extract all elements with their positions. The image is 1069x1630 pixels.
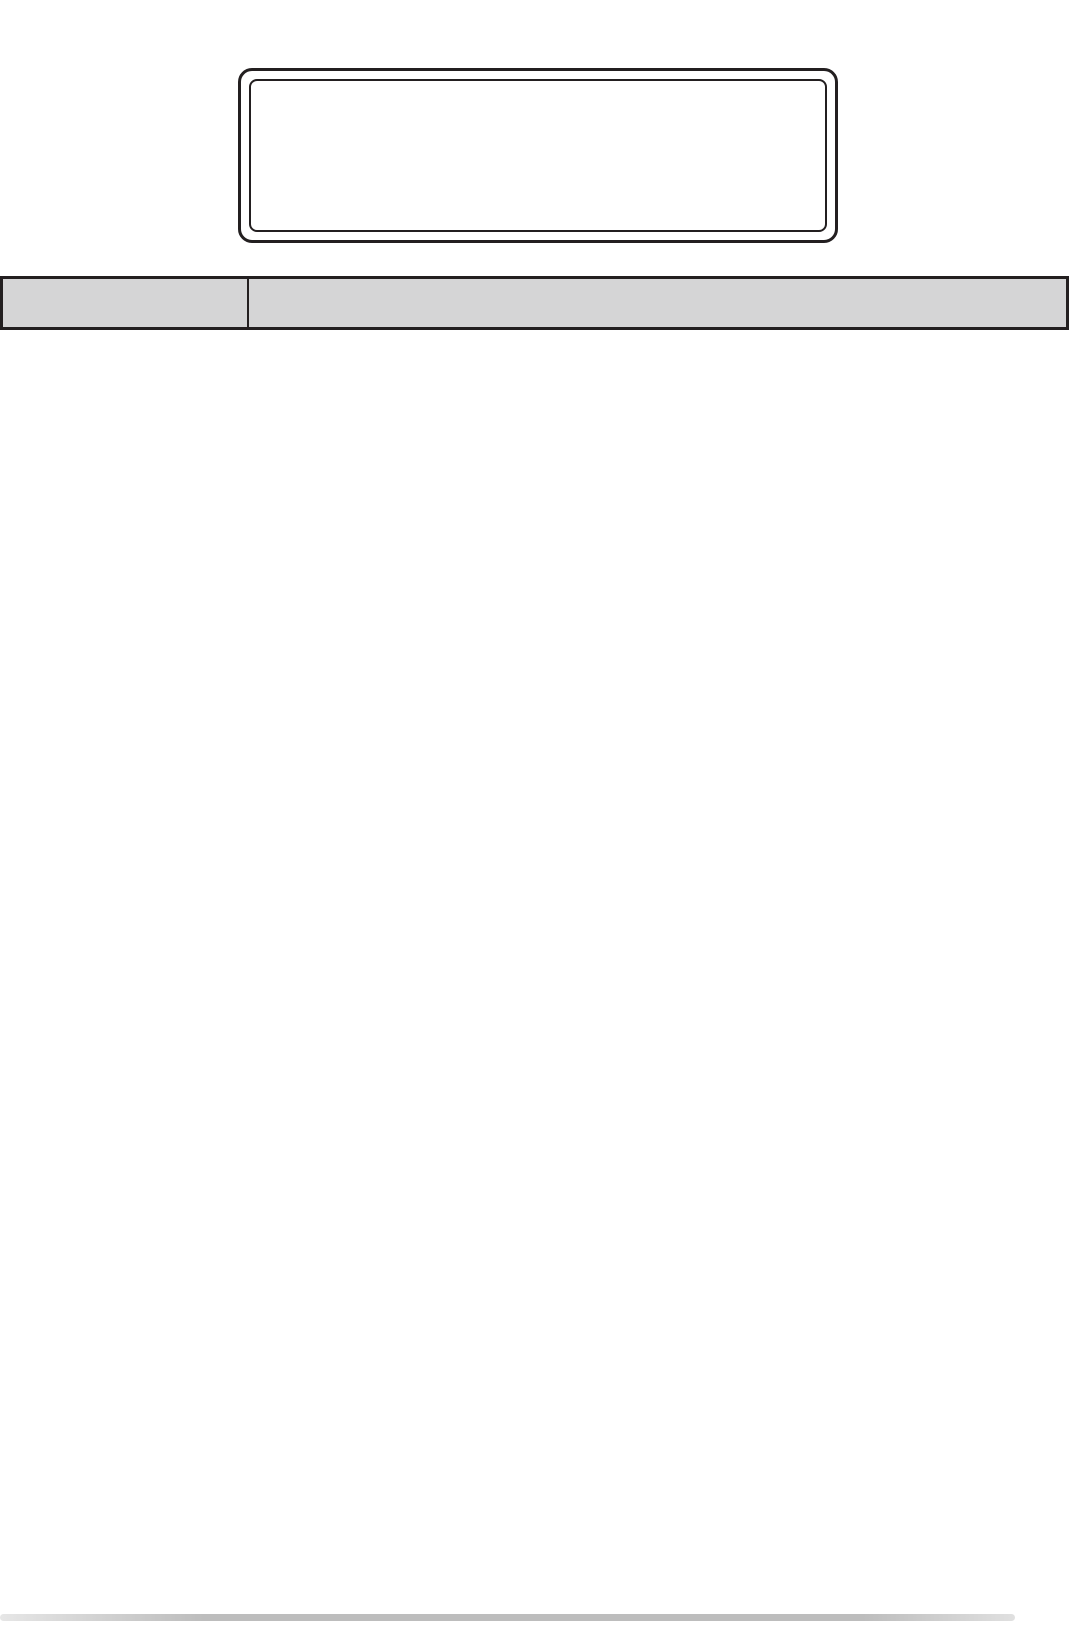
footer-rule	[0, 1614, 1015, 1621]
indicator-column-header	[2, 278, 248, 329]
lcd-segments-icon	[0, 0, 1069, 260]
description-column-header	[248, 278, 1068, 329]
indicator-table	[0, 276, 1069, 330]
table-header-row	[2, 278, 1068, 329]
